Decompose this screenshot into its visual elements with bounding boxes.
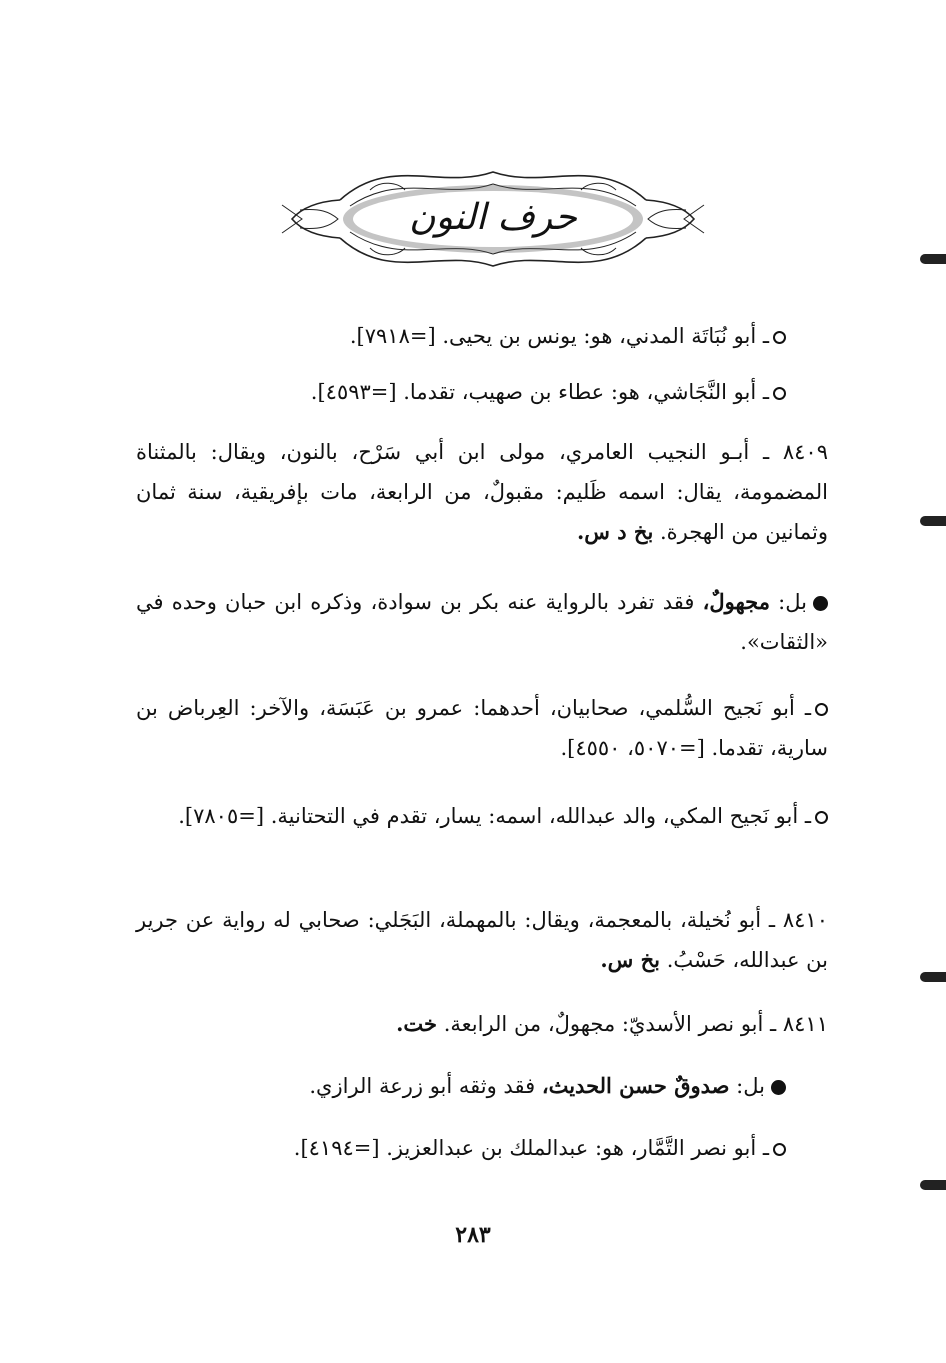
cross-reference-entry: [136, 796, 828, 836]
entry-text: فقد وثقه أبو زرعة الرازي.: [309, 1074, 536, 1098]
entry-sigla: بخ د س.: [576, 519, 654, 544]
entry-sigla: بخ س.: [600, 947, 660, 972]
comment-entry: [136, 582, 828, 662]
cross-reference-entry: [186, 316, 786, 356]
entry-text: ٨٤١١ ـ أبو نصر الأسديّ: مجهولٌ، من الرابعة.: [443, 1012, 828, 1036]
filled-circle-icon: [771, 1080, 786, 1095]
edge-mark: [920, 516, 946, 526]
numbered-entry: [136, 432, 828, 552]
edge-mark: [920, 972, 946, 982]
entry-text: ـ أبو نَجيح السُّلمي، صحابيان، أحدهما: عمرو بن عَبَسَة، والآخر: العِرباض بن سارية، تقدما. [=٥٠٧٠، ٤٥٥٠].: [136, 696, 828, 760]
entry-text: فقد تفرد بالرواية عنه بكر بن سوادة، وذكره ابن حبان وحده في «الثقات».: [136, 590, 828, 654]
entry-text: ـ أبو نُبَاتَة المدني، هو: يونس بن يحيى. [=٧٩١٨].: [349, 324, 769, 348]
numbered-entry: [136, 900, 828, 980]
hollow-circle-icon: [773, 331, 786, 344]
entry-text: ٨٤٠٩ ـ أبـو النجيب العامري، مولى ابن أبي سَرْح، بالنون، ويقال: بالمثناة المضمومة، يقال: اسمه ظَليم: مقبولٌ، من الرابعة، مات بإفريقية، سنة ثمان وثمانين من الهجرة.: [136, 440, 828, 544]
entry-text: ٨٤١٠ ـ أبو نُخيلة، بالمعجمة، ويقال: بالمهملة، البَجَلي: صحابي له رواية عن جرير بن عبدالله، حَسْبُ.: [136, 908, 828, 972]
hollow-circle-icon: [773, 1143, 786, 1156]
edge-mark: [920, 254, 946, 264]
entry-text: ـ أبو النَّجَاشي، هو: عطاء بن صهيب، تقدما. [=٤٥٩٣].: [310, 380, 769, 404]
comment-entry: [136, 1066, 786, 1106]
filled-circle-icon: [813, 596, 828, 611]
numbered-entry: [136, 1004, 828, 1044]
chapter-header-ornament: [280, 160, 706, 278]
page-number: ٢٨٣: [455, 1222, 491, 1248]
entry-text: ـ أبو نصر التَّمَّار، هو: عبدالملك بن عبدالعزيز. [=٤١٩٤].: [293, 1136, 769, 1160]
cross-reference-entry: [186, 372, 786, 412]
hollow-circle-icon: [815, 703, 828, 716]
entry-sigla: خت.: [396, 1011, 438, 1036]
cross-reference-entry: [136, 1128, 786, 1168]
hollow-circle-icon: [773, 387, 786, 400]
comment-prefix: بل:: [736, 1074, 765, 1098]
comment-grading: صدوقٌ حسن الحديث،: [541, 1073, 730, 1098]
entry-text: ـ أبو نَجيح المكي، والد عبدالله، اسمه: يسار، تقدم في التحتانية. [=٧٨٠٥].: [178, 804, 811, 828]
hollow-circle-icon: [815, 811, 828, 824]
cross-reference-entry: [136, 688, 828, 768]
chapter-title: حرف النون: [409, 197, 577, 238]
comment-prefix: بل:: [778, 590, 807, 614]
edge-mark: [920, 1180, 946, 1190]
comment-grading: مجهولٌ،: [702, 589, 770, 614]
